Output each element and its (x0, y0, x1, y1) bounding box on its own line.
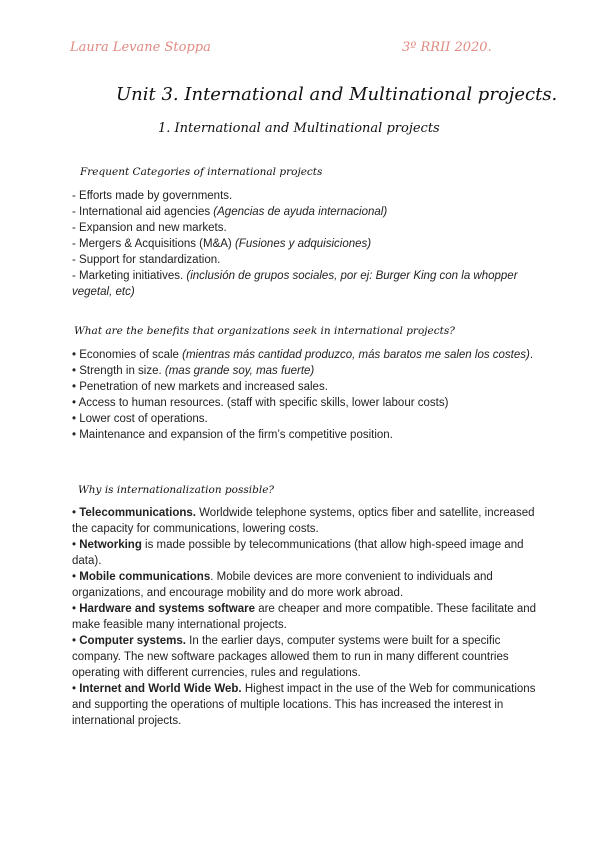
section1-heading: Frequent Categories of international projects (80, 166, 323, 178)
list-item: - Mergers & Acquisitions (M&A) (Fusiones y adquisiciones) (72, 238, 372, 250)
section1-list (72, 188, 542, 300)
section-subtitle: 1. International and Multinational projects (158, 121, 440, 136)
list-item: • Internet and World Wide Web. Highest impact in the use of the Web for communications and supporting the operations of multiple locations. This has increased the interest in international projects. (72, 683, 536, 727)
list-item: • Penetration of new markets and increased sales. (72, 381, 328, 393)
page-title: Unit 3. International and Multinational projects. (116, 84, 558, 105)
list-item: • Maintenance and expansion of the firm’s competitive position. (72, 429, 393, 441)
section2-list (72, 347, 542, 443)
list-item: • Hardware and systems software are cheaper and more compatible. These facilitate and make feasible many international projects. (72, 603, 537, 631)
list-item: • Telecommunications. Worldwide telephone systems, optics fiber and satellite, increased the capacity for communications, lowering costs. (72, 507, 535, 535)
section3-list (72, 505, 542, 729)
list-item: - International aid agencies (Agencias de ayuda internacional) (72, 206, 388, 218)
section2-heading: What are the benefits that organizations seek in international projects? (74, 325, 455, 337)
list-item: • Computer systems. In the earlier days, computer systems were built for a specific company. The new software packages allowed them to run in many different countries operating with different currencies, rules and regulations. (72, 635, 509, 679)
list-item: • Mobile communications. Mobile devices are more convenient to individuals and organizations, and encourage mobility and do more work abroad. (72, 571, 493, 599)
section3-heading: Why is internationalization possible? (78, 484, 275, 496)
list-item: • Strength in size. (mas grande soy, mas fuerte) (72, 365, 315, 377)
list-item: • Economies of scale (mientras más cantidad produzco, más baratos me salen los costes). (72, 349, 534, 361)
list-item: • Access to human resources. (staff with specific skills, lower labour costs) (72, 397, 449, 409)
course-label: 3º RRII 2020. (402, 40, 492, 55)
list-item: - Support for standardization. (72, 254, 221, 266)
list-item: - Expansion and new markets. (72, 222, 227, 234)
list-item: • Lower cost of operations. (72, 413, 208, 425)
list-item: - Efforts made by governments. (72, 190, 233, 202)
list-item: • Networking is made possible by telecommunications (that allow high-speed image and data). (72, 539, 524, 567)
author-name: Laura Levane Stoppa (70, 40, 211, 55)
list-item: - Marketing initiatives. (inclusión de grupos sociales, por ej: Burger King con la whopper vegetal, etc) (72, 270, 518, 298)
